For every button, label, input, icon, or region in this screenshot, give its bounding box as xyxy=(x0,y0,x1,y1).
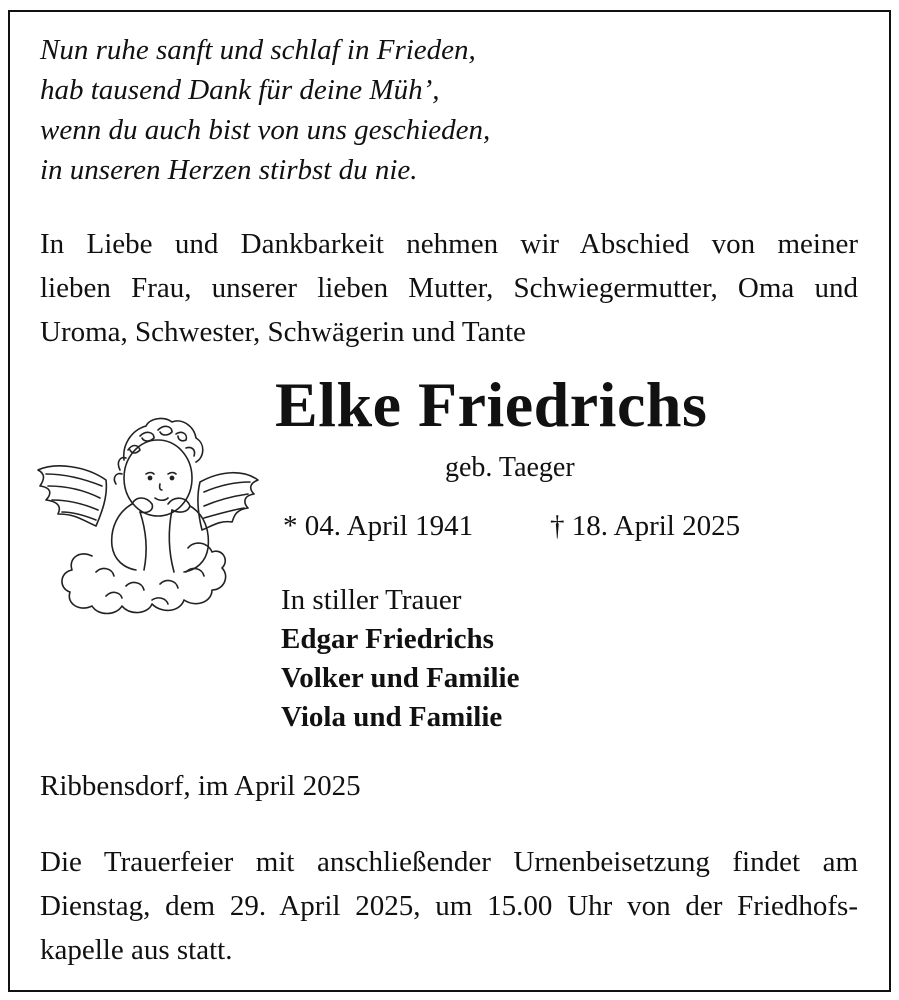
funeral-line: Die Trauerfeier mit anschließender Urnenbeisetzung findet am xyxy=(40,846,858,878)
intro-line: lieben Frau, unserer lieben Mutter, Schwiegermutter, Oma und xyxy=(40,272,858,304)
poem-line: in unseren Herzen stirbst du nie. xyxy=(40,154,418,186)
poem xyxy=(40,30,860,190)
intro-text xyxy=(40,222,858,354)
deceased-name: Elke Friedrichs xyxy=(275,369,708,440)
place-date: Ribbensdorf, im April 2025 xyxy=(40,770,361,802)
cherub-angel-icon xyxy=(36,400,260,622)
poem-line: hab tausend Dank für deine Müh’, xyxy=(40,74,440,106)
poem-line: Nun ruhe sanft und schlaf in Frieden, xyxy=(40,34,476,66)
funeral-info xyxy=(40,840,858,972)
mourner-name: Edgar Friedrichs xyxy=(281,623,494,655)
intro-line: Uroma, Schwester, Schwägerin und Tante xyxy=(40,316,526,348)
mourners-heading: In stiller Trauer xyxy=(281,584,462,616)
birth-name: geb. Taeger xyxy=(445,452,575,483)
funeral-line: kapelle aus statt. xyxy=(40,934,233,966)
intro-line: In Liebe und Dankbarkeit nehmen wir Abschied von meiner xyxy=(40,228,858,260)
funeral-line: Dienstag, dem 29. April 2025, um 15.00 Uhr von der Friedhofs- xyxy=(40,890,858,922)
mourner-name: Viola und Familie xyxy=(281,701,503,733)
birth-date: * 04. April 1941 xyxy=(283,510,474,542)
poem-line: wenn du auch bist von uns geschieden, xyxy=(40,114,491,146)
mourner-name: Volker und Familie xyxy=(281,662,520,694)
death-date: † 18. April 2025 xyxy=(550,510,741,542)
mourners-block xyxy=(281,581,520,737)
